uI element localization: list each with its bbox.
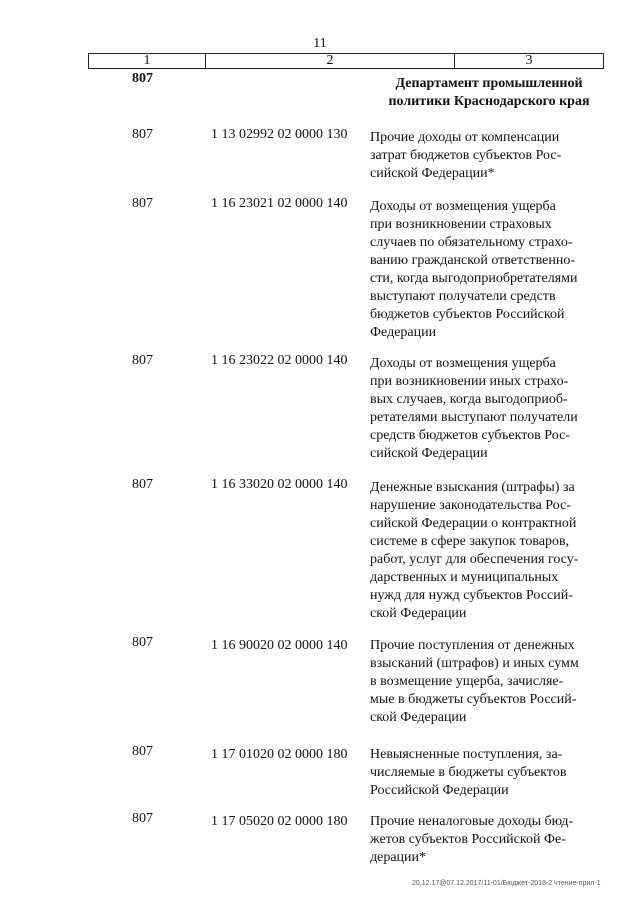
description-line: Доходы от возмещения ущерба [370, 199, 556, 214]
description-line: сийской Федерации о контрактной [370, 516, 577, 531]
row-description [370, 479, 598, 623]
description-line: системе в сфере закупок товаров, [370, 534, 570, 549]
description-line: дерации* [370, 850, 427, 865]
row-description [370, 198, 598, 342]
description-line: Невыясненные поступления, за- [370, 747, 563, 762]
description-line: Прочие поступления от денежных [370, 638, 575, 653]
row-admin-code: 807 [132, 635, 153, 650]
row-admin-code: 807 [132, 127, 153, 142]
description-line: дарственных и муниципальных [370, 570, 559, 585]
header-col-3: 3 [525, 53, 533, 68]
row-admin-code: 807 [132, 196, 153, 211]
description-line: нарушение законодательства Рос- [370, 498, 571, 513]
description-line: числяемые в бюджеты субъектов [370, 765, 567, 780]
department-title-line-1: Департамент промышленной [395, 76, 583, 91]
description-line: жетов субъектов Российской Фе- [370, 832, 566, 847]
page-number: 11 [313, 36, 327, 51]
description-line: затрат бюджетов субъектов Рос- [370, 148, 562, 163]
description-line: бюджетов субъектов Российской [370, 307, 565, 322]
row-description [370, 355, 598, 463]
description-line: сийской Федерации* [370, 166, 495, 181]
description-line: ретателями выступают получатели [370, 410, 578, 425]
header-col-1: 1 [89, 54, 206, 68]
description-line: сти, когда выгодоприобретателями [370, 271, 578, 286]
row-admin-code: 807 [132, 811, 153, 826]
department-title-line-2: политики Краснодарского края [388, 94, 590, 109]
description-line: Федерации [370, 325, 437, 340]
description-line: нужд для нужд субъектов Россий- [370, 588, 573, 603]
description-line: при возникновении иных страхо- [370, 374, 569, 389]
table-header [88, 53, 604, 69]
description-line: средств бюджетов субъектов Рос- [370, 428, 570, 443]
description-line: ванию гражданской ответственно- [370, 253, 576, 268]
row-kbk: 1 16 90020 02 0000 140 [211, 638, 348, 653]
row-kbk: 1 16 33020 02 0000 140 [211, 477, 348, 492]
row-kbk: 1 17 01020 02 0000 180 [211, 747, 348, 762]
description-line: Доходы от возмещения ущерба [370, 356, 556, 371]
description-line: сийской Федерации [370, 446, 488, 461]
description-line: ской Федерации [370, 606, 467, 621]
description-line: Денежные взыскания (штрафы) за [370, 480, 575, 495]
row-admin-code: 807 [132, 744, 153, 759]
row-description [370, 813, 598, 867]
description-line: работ, услуг для обеспечения госу- [370, 552, 579, 567]
description-line: вых случаев, когда выгодоприоб- [370, 392, 568, 407]
header-col-2: 2 [206, 54, 455, 68]
row-description [370, 129, 598, 183]
description-line: выступают получатели средств [370, 289, 556, 304]
footer-file-stamp: 20.12.17@07.12.2017/11-01/Бюджет-2018-2 чтение-прил-1 [412, 880, 601, 887]
description-line: при возникновении страховых [370, 217, 552, 232]
row-kbk: 1 13 02992 02 0000 130 [211, 127, 348, 142]
row-description [370, 746, 598, 800]
row-kbk: 1 16 23021 02 0000 140 [211, 196, 348, 211]
row-kbk: 1 17 05020 02 0000 180 [211, 814, 348, 829]
row-description [370, 637, 598, 727]
description-line: ской Федерации [370, 710, 467, 725]
description-line: мые в бюджеты субъектов Россий- [370, 692, 577, 707]
description-line: случаев по обязательному страхо- [370, 235, 573, 250]
department-code: 807 [132, 71, 153, 86]
description-line: в возмещение ущерба, зачисляе- [370, 674, 564, 689]
description-line: Российской Федерации [370, 783, 509, 798]
row-admin-code: 807 [132, 477, 153, 492]
department-title [378, 70, 600, 111]
description-line: Прочие неналоговые доходы бюд- [370, 814, 574, 829]
row-admin-code: 807 [132, 353, 153, 368]
row-kbk: 1 16 23022 02 0000 140 [211, 353, 348, 368]
description-line: Прочие доходы от компенсации [370, 130, 560, 145]
description-line: взысканий (штрафов) и иных сумм [370, 656, 579, 671]
